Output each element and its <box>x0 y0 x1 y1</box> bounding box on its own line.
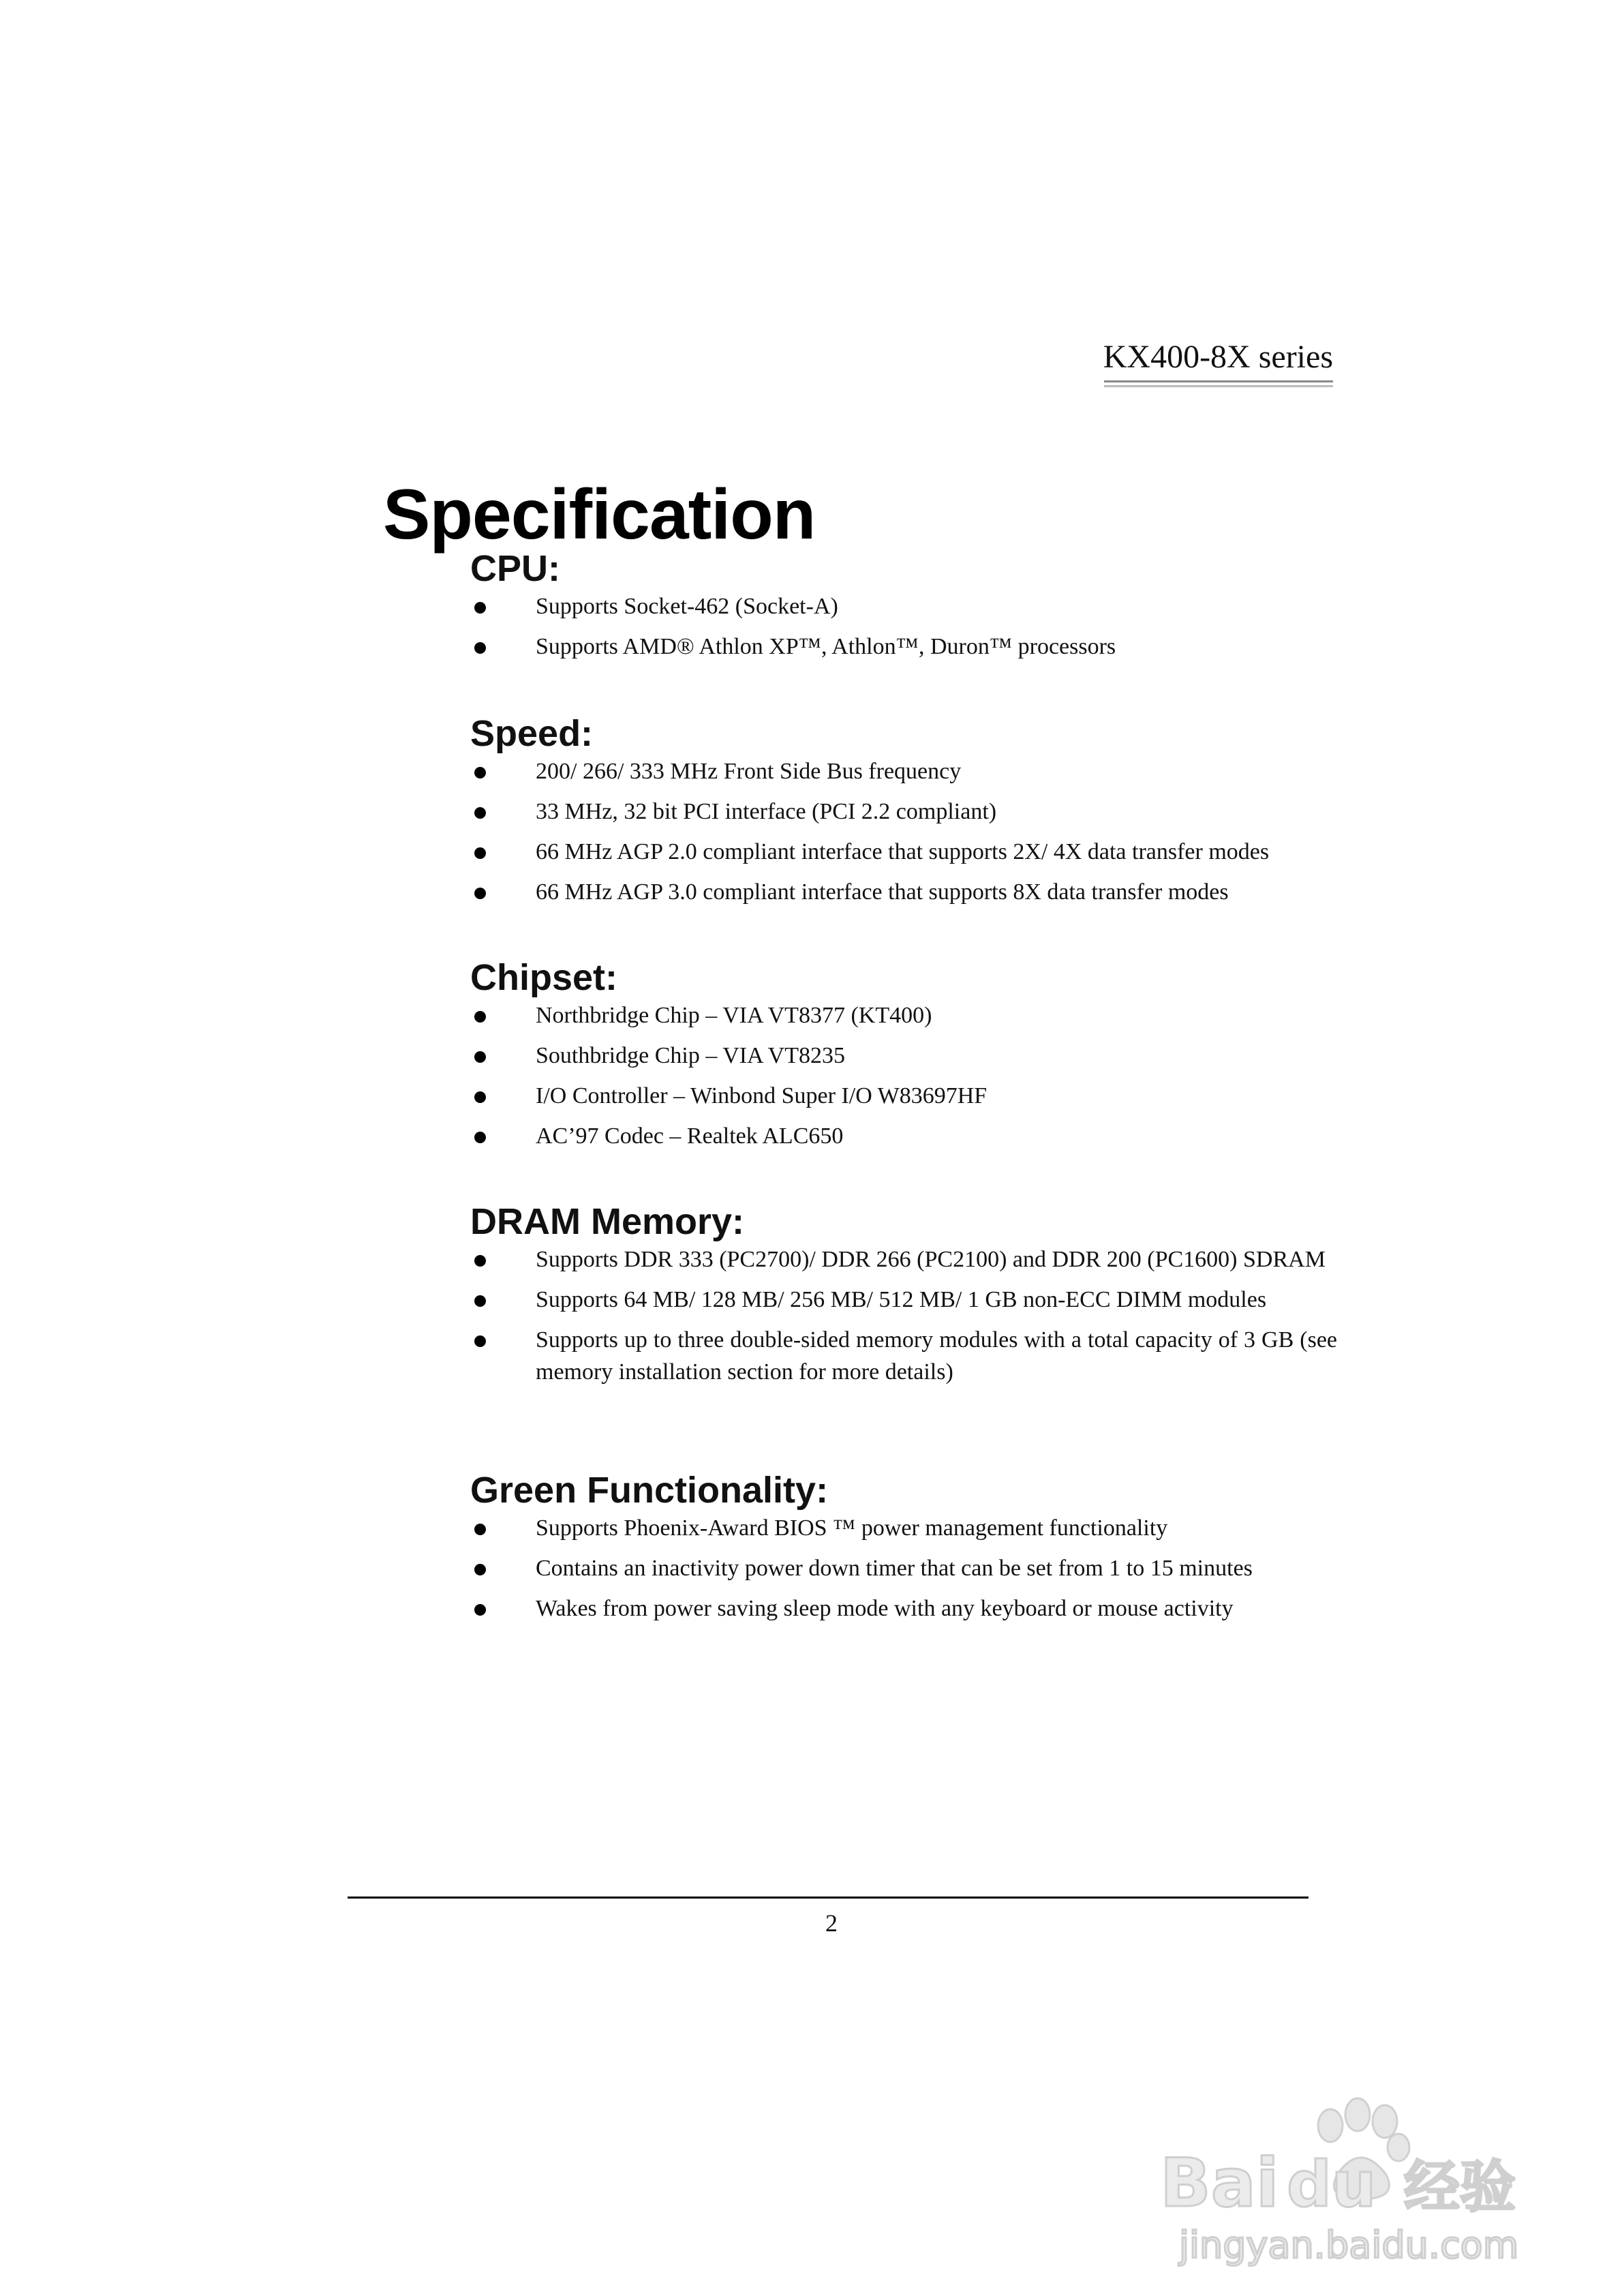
bullet-list <box>470 1243 1337 1388</box>
section-green-functionality <box>470 1468 1337 1633</box>
bullet-icon <box>474 1255 486 1267</box>
bullet-list <box>470 1512 1337 1625</box>
list-item: Supports DDR 333 (PC2700)/ DDR 266 (PC2100) and DDR 200 (PC1600) SDRAM <box>470 1243 1337 1275</box>
bullet-icon <box>474 1011 486 1023</box>
page-number: 2 <box>825 1909 838 1937</box>
bullet-icon <box>474 767 486 779</box>
bullet-list <box>470 755 1337 908</box>
section-title: DRAM Memory: <box>470 1201 745 1242</box>
list-item: Northbridge Chip – VIA VT8377 (KT400) <box>470 999 1337 1031</box>
bullet-list <box>470 999 1337 1152</box>
bullet-icon <box>474 847 486 859</box>
header-series: KX400-8X series <box>1103 339 1333 375</box>
list-item: Contains an inactivity power down timer that can be set from 1 to 15 minutes <box>470 1552 1337 1584</box>
list-item: I/O Controller – Winbond Super I/O W83697HF <box>470 1080 1337 1112</box>
list-item: Supports AMD® Athlon XP™, Athlon™, Duron™ processors <box>470 631 1337 663</box>
list-item: Southbridge Chip – VIA VT8235 <box>470 1040 1337 1072</box>
bullet-icon <box>474 807 486 819</box>
bullet-icon <box>474 888 486 899</box>
section-chipset <box>470 956 1337 1160</box>
bullet-icon <box>474 602 486 614</box>
header-underline <box>1104 380 1333 387</box>
svg-text:经验: 经验 <box>1404 2155 1516 2220</box>
bullet-icon <box>474 642 486 654</box>
bullet-icon <box>474 1564 486 1575</box>
list-item: Supports 64 MB/ 128 MB/ 256 MB/ 512 MB/ 1 GB non-ECC DIMM modules <box>470 1284 1337 1316</box>
list-item: 33 MHz, 32 bit PCI interface (PCI 2.2 compliant) <box>470 796 1337 828</box>
watermark-url: jingyan.baidu.com <box>1179 2224 1519 2267</box>
list-item: Supports Socket-462 (Socket-A) <box>470 590 1337 622</box>
list-item: Wakes from power saving sleep mode with any keyboard or mouse activity <box>470 1592 1337 1625</box>
section-title: Green Functionality: <box>470 1470 829 1511</box>
section-cpu <box>470 547 1337 671</box>
section-dram-memory <box>470 1200 1337 1396</box>
bullet-icon <box>474 1091 486 1103</box>
page-title: Specification <box>383 475 816 554</box>
bullet-list <box>470 590 1337 663</box>
bullet-icon <box>474 1604 486 1616</box>
section-title: Speed: <box>470 713 594 754</box>
section-title: Chipset: <box>470 957 617 998</box>
section-title: CPU: <box>470 548 560 589</box>
list-item: Supports Phoenix-Award BIOS ™ power management functionality <box>470 1512 1337 1544</box>
bullet-icon <box>474 1132 486 1143</box>
section-speed <box>470 712 1337 916</box>
bullet-icon <box>474 1051 486 1063</box>
list-item: Supports up to three double-sided memory modules with a total capacity of 3 GB (see memory installation section for more details) <box>470 1324 1337 1388</box>
bullet-icon <box>474 1335 486 1347</box>
list-item: 200/ 266/ 333 MHz Front Side Bus frequency <box>470 755 1337 787</box>
footer-rule <box>348 1897 1309 1899</box>
baidu-watermark-logo <box>1159 2066 1554 2270</box>
list-item: AC’97 Codec – Realtek ALC650 <box>470 1120 1337 1152</box>
list-item: 66 MHz AGP 2.0 compliant interface that supports 2X/ 4X data transfer modes <box>470 836 1337 868</box>
svg-text:Bai: Bai <box>1160 2145 1279 2222</box>
bullet-icon <box>474 1524 486 1535</box>
list-item: 66 MHz AGP 3.0 compliant interface that supports 8X data transfer modes <box>470 876 1337 908</box>
bullet-icon <box>474 1295 486 1307</box>
svg-text:du: du <box>1287 2148 1377 2221</box>
